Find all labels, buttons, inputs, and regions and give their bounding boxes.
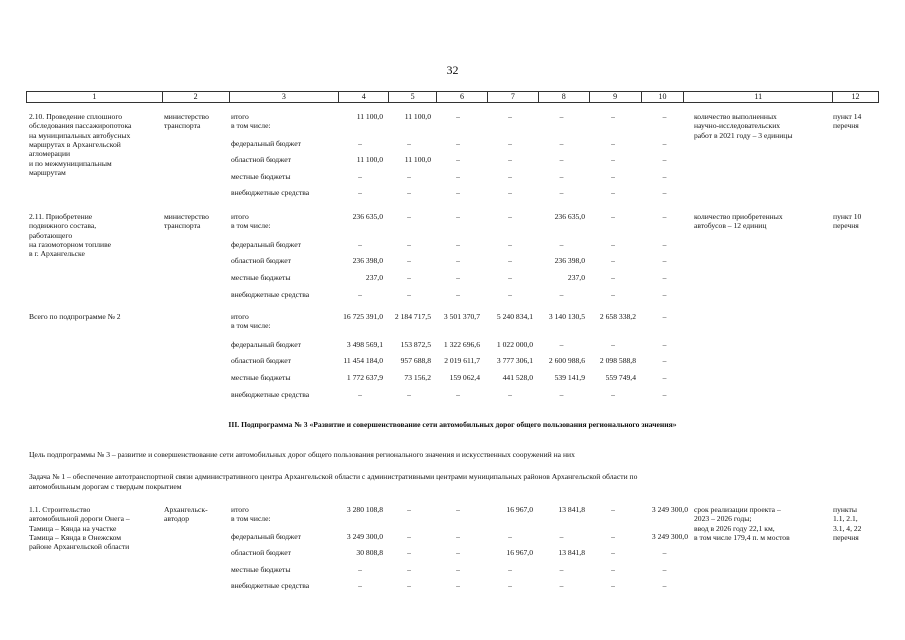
row-label-itogo: итого: [231, 505, 249, 514]
row-label-itogo: в том числе:: [231, 514, 271, 524]
col-header: 3: [230, 92, 340, 102]
row-label: областной бюджет: [231, 256, 291, 265]
value-cell: –: [456, 548, 460, 557]
row-label: местные бюджеты: [231, 273, 291, 282]
value-cell: –: [559, 172, 564, 181]
value-cell: 3 777 306,1: [496, 356, 533, 365]
activity-name: маршрутах в Архангельской: [29, 139, 121, 149]
value-cell: –: [456, 112, 460, 121]
value-cell: –: [611, 155, 615, 164]
col-header: 2: [163, 92, 230, 102]
page-number: 32: [446, 63, 459, 77]
value-cell: 11 100,0: [404, 112, 431, 121]
value-cell: –: [662, 565, 667, 574]
value-cell: 5 240 834,1: [496, 312, 533, 321]
value-cell: –: [456, 581, 460, 590]
value-cell: 13 841,8: [558, 505, 585, 514]
value-cell: –: [456, 256, 460, 265]
value-cell: –: [611, 548, 615, 557]
activity-name: подвижного состава,: [29, 221, 97, 231]
value-cell: –: [611, 390, 615, 399]
value-cell: –: [662, 172, 667, 181]
value-cell: –: [407, 139, 411, 148]
value-cell: –: [508, 290, 512, 299]
col-header: 12: [851, 92, 860, 101]
value-cell: 16 725 391,0: [343, 312, 383, 321]
activity-name: 1.1. Строительство: [29, 505, 91, 514]
col-header: 9: [590, 92, 642, 102]
reference: перечня: [833, 221, 859, 231]
row-label: областной бюджет: [231, 548, 291, 557]
value-cell: 1 772 637,9: [346, 373, 383, 382]
col-header: 7: [488, 92, 539, 102]
value-cell: –: [508, 565, 512, 574]
value-cell: –: [662, 240, 667, 249]
value-cell: 236 635,0: [352, 212, 383, 221]
value-cell: –: [611, 273, 615, 282]
value-cell: –: [559, 188, 564, 197]
col-header: 6: [437, 92, 488, 102]
value-cell: –: [611, 240, 615, 249]
value-cell: –: [559, 240, 564, 249]
value-cell: –: [456, 188, 460, 197]
row-label: внебюджетные средства: [231, 188, 310, 197]
row-label: местные бюджеты: [231, 565, 291, 574]
value-cell: 3 501 370,7: [443, 312, 480, 321]
value-cell: –: [662, 373, 667, 382]
result-text: научно-исследовательских: [694, 121, 781, 131]
reference: пункт 14: [833, 112, 862, 121]
value-cell: 3 249 300,0: [651, 505, 688, 514]
value-cell: –: [662, 112, 667, 121]
value-cell: –: [611, 172, 615, 181]
value-cell: 2 658 338,2: [599, 312, 636, 321]
reference: 3.1, 4, 22: [833, 523, 862, 533]
value-cell: –: [456, 390, 460, 399]
row-label-itogo: итого: [231, 212, 249, 221]
row-label: внебюджетные средства: [231, 290, 310, 299]
value-cell: 11 454 184,0: [343, 356, 383, 365]
value-cell: –: [611, 340, 615, 349]
value-cell: –: [358, 565, 362, 574]
value-cell: –: [611, 532, 615, 541]
value-cell: –: [358, 188, 362, 197]
value-cell: –: [407, 188, 411, 197]
activity-name: обследования пассажиропотока: [29, 121, 132, 131]
value-cell: –: [407, 565, 411, 574]
value-cell: –: [508, 155, 512, 164]
result-text: автобусов – 12 единиц: [694, 221, 767, 231]
value-cell: 11 100,0: [404, 155, 431, 164]
value-cell: –: [407, 172, 411, 181]
row-label: федеральный бюджет: [231, 240, 301, 249]
value-cell: –: [611, 290, 615, 299]
value-cell: –: [662, 256, 667, 265]
executor: транспорта: [164, 221, 201, 231]
value-cell: 236 398,0: [554, 256, 585, 265]
executor: Архангельск-: [164, 505, 208, 514]
activity-name: 2.11. Приобретение: [29, 212, 93, 221]
result-text: ввод в 2026 году 22,1 км,: [694, 523, 775, 533]
value-cell: 16 967,0: [506, 548, 533, 557]
value-cell: 236 635,0: [554, 212, 585, 221]
subprogram-3-goal: Цель подпрограммы № 3 – развитие и совершенствование сети автомобильных дорог общего пользования регионального значения и искусственных сооружений на них: [29, 450, 575, 459]
value-cell: –: [662, 581, 667, 590]
value-cell: –: [559, 340, 564, 349]
activity-name: на газомоторном топливе: [29, 239, 112, 249]
value-cell: –: [456, 212, 460, 221]
value-cell: –: [508, 240, 512, 249]
executor: министерство: [164, 112, 209, 121]
value-cell: –: [559, 581, 564, 590]
value-cell: 3 249 300,0: [346, 532, 383, 541]
activity-name: 2.10. Проведение сплошного: [29, 112, 123, 121]
value-cell: –: [407, 256, 411, 265]
value-cell: 153 872,5: [400, 340, 431, 349]
value-cell: 3 280 108,8: [346, 505, 383, 514]
value-cell: 159 062,4: [449, 373, 480, 382]
value-cell: –: [358, 290, 362, 299]
row-label-itogo: итого: [231, 312, 249, 321]
value-cell: 16 967,0: [506, 505, 533, 514]
task-1-line-2: автомобильным дорогам с твердым покрытием: [29, 482, 182, 491]
value-cell: –: [611, 565, 615, 574]
col-header: 8: [539, 92, 590, 102]
value-cell: –: [407, 505, 411, 514]
value-cell: –: [456, 273, 460, 282]
table-header-row: [26, 91, 879, 103]
value-cell: –: [662, 548, 667, 557]
value-cell: 236 398,0: [352, 256, 383, 265]
value-cell: 11 100,0: [356, 112, 383, 121]
row-label: областной бюджет: [231, 356, 291, 365]
value-cell: 2 098 588,8: [599, 356, 636, 365]
value-cell: –: [611, 112, 615, 121]
value-cell: –: [508, 256, 512, 265]
value-cell: –: [508, 581, 512, 590]
activity-name: агломерации: [29, 149, 71, 159]
value-cell: –: [611, 139, 615, 148]
value-cell: –: [559, 565, 564, 574]
result-text: 2023 – 2026 годы;: [694, 514, 752, 524]
value-cell: –: [662, 312, 667, 321]
row-label: внебюджетные средства: [231, 390, 310, 399]
value-cell: –: [662, 273, 667, 282]
value-cell: –: [456, 172, 460, 181]
row-label: местные бюджеты: [231, 373, 291, 382]
activity-name: районе Архангельской области: [29, 542, 130, 552]
value-cell: 237,0: [365, 273, 383, 282]
row-label: областной бюджет: [231, 155, 291, 164]
value-cell: –: [662, 139, 667, 148]
col-header: 1: [27, 92, 163, 102]
subprogram-3-title: III. Подпрограмма № 3 «Развитие и совершенствование сети автомобильных дорог общего пользования регионального значения»: [228, 420, 677, 429]
row-label-itogo: итого: [231, 112, 249, 121]
col-header: 4: [339, 92, 389, 102]
value-cell: –: [508, 172, 512, 181]
activity-name: в г. Архангельске: [29, 249, 85, 259]
activity-name: Всего по подпрограмме № 2: [29, 312, 121, 321]
value-cell: –: [456, 532, 460, 541]
value-cell: –: [358, 172, 362, 181]
value-cell: 2 184 717,5: [394, 312, 431, 321]
reference: перечня: [833, 121, 859, 131]
value-cell: –: [407, 532, 411, 541]
value-cell: –: [407, 240, 411, 249]
value-cell: –: [508, 112, 512, 121]
col-header: 10: [642, 92, 685, 102]
row-label: федеральный бюджет: [231, 139, 301, 148]
value-cell: –: [611, 188, 615, 197]
value-cell: –: [559, 390, 564, 399]
value-cell: –: [559, 112, 564, 121]
value-cell: –: [407, 273, 411, 282]
row-label-itogo: в том числе:: [231, 321, 271, 331]
value-cell: –: [662, 290, 667, 299]
result-text: количество выполненных: [694, 112, 777, 121]
value-cell: –: [662, 188, 667, 197]
row-label-itogo: в том числе:: [231, 221, 271, 231]
value-cell: –: [358, 139, 362, 148]
value-cell: –: [559, 139, 564, 148]
value-cell: 3 140 130,5: [548, 312, 585, 321]
activity-name: Тамица – Кянда в Онежском: [29, 532, 122, 542]
value-cell: –: [456, 155, 460, 164]
activity-name: работающего: [29, 230, 73, 240]
value-cell: –: [662, 155, 667, 164]
value-cell: 559 749,4: [605, 373, 636, 382]
value-cell: –: [407, 290, 411, 299]
value-cell: 539 141,9: [554, 373, 585, 382]
reference: перечня: [833, 532, 859, 542]
value-cell: –: [456, 505, 460, 514]
executor: министерство: [164, 212, 209, 221]
col-header: 5: [389, 92, 437, 102]
result-text: количество приобретенных: [694, 212, 783, 221]
value-cell: –: [508, 139, 512, 148]
row-label-itogo: в том числе:: [231, 121, 271, 131]
value-cell: –: [508, 532, 512, 541]
result-text: работ в 2021 году – 3 единицы: [694, 130, 793, 140]
reference: пункт 10: [833, 212, 862, 221]
value-cell: –: [456, 290, 460, 299]
result-text: срок реализации проекта –: [694, 505, 781, 514]
col-header: 11: [684, 92, 833, 102]
value-cell: 2 019 611,7: [444, 356, 480, 365]
row-label: местные бюджеты: [231, 172, 291, 181]
value-cell: –: [662, 390, 667, 399]
row-label: внебюджетные средства: [231, 581, 310, 590]
value-cell: –: [456, 565, 460, 574]
value-cell: –: [358, 390, 362, 399]
value-cell: 73 156,2: [404, 373, 431, 382]
value-cell: 3 249 300,0: [651, 532, 688, 541]
value-cell: –: [559, 155, 564, 164]
value-cell: –: [456, 139, 460, 148]
value-cell: 3 498 569,1: [346, 340, 383, 349]
value-cell: –: [611, 505, 615, 514]
value-cell: 1 322 696,6: [443, 340, 480, 349]
reference: 1.1, 2.1,: [833, 514, 858, 524]
value-cell: –: [611, 581, 615, 590]
value-cell: –: [662, 340, 667, 349]
reference: пункты: [833, 505, 857, 514]
value-cell: 441 528,0: [502, 373, 533, 382]
value-cell: 237,0: [567, 273, 585, 282]
value-cell: –: [407, 548, 411, 557]
value-cell: 2 600 988,6: [548, 356, 585, 365]
value-cell: –: [508, 390, 512, 399]
value-cell: –: [407, 390, 411, 399]
result-text: в том числе 179,4 п. м мостов: [694, 532, 790, 542]
value-cell: –: [662, 356, 667, 365]
value-cell: 13 841,8: [558, 548, 585, 557]
activity-name: и по межмуниципальным: [29, 158, 112, 168]
value-cell: 957 688,8: [400, 356, 431, 365]
task-1-line-1: Задача № 1 – обеспечение автотранспортной связи административного центра Архангельской области с административными центрами муниципальных районов Архангельской области по: [29, 472, 638, 481]
value-cell: –: [358, 240, 362, 249]
value-cell: –: [508, 188, 512, 197]
value-cell: –: [611, 256, 615, 265]
value-cell: 11 100,0: [356, 155, 383, 164]
value-cell: –: [559, 532, 564, 541]
value-cell: –: [358, 581, 362, 590]
value-cell: –: [611, 212, 615, 221]
activity-name: автомобильной дороги Онега –: [29, 514, 130, 524]
row-label: федеральный бюджет: [231, 340, 301, 349]
value-cell: –: [508, 212, 512, 221]
activity-name: маршрутам: [29, 167, 66, 177]
value-cell: –: [407, 212, 411, 221]
activity-name: Тамица – Кянда на участке: [29, 523, 117, 533]
value-cell: –: [508, 273, 512, 282]
value-cell: –: [662, 212, 667, 221]
executor: транспорта: [164, 121, 201, 131]
activity-name: на муниципальных автобусных: [29, 130, 131, 140]
row-label: федеральный бюджет: [231, 532, 301, 541]
value-cell: –: [407, 581, 411, 590]
value-cell: 30 808,8: [356, 548, 383, 557]
value-cell: –: [559, 290, 564, 299]
executor: автодор: [164, 514, 190, 524]
value-cell: 1 022 000,0: [496, 340, 533, 349]
value-cell: –: [456, 240, 460, 249]
